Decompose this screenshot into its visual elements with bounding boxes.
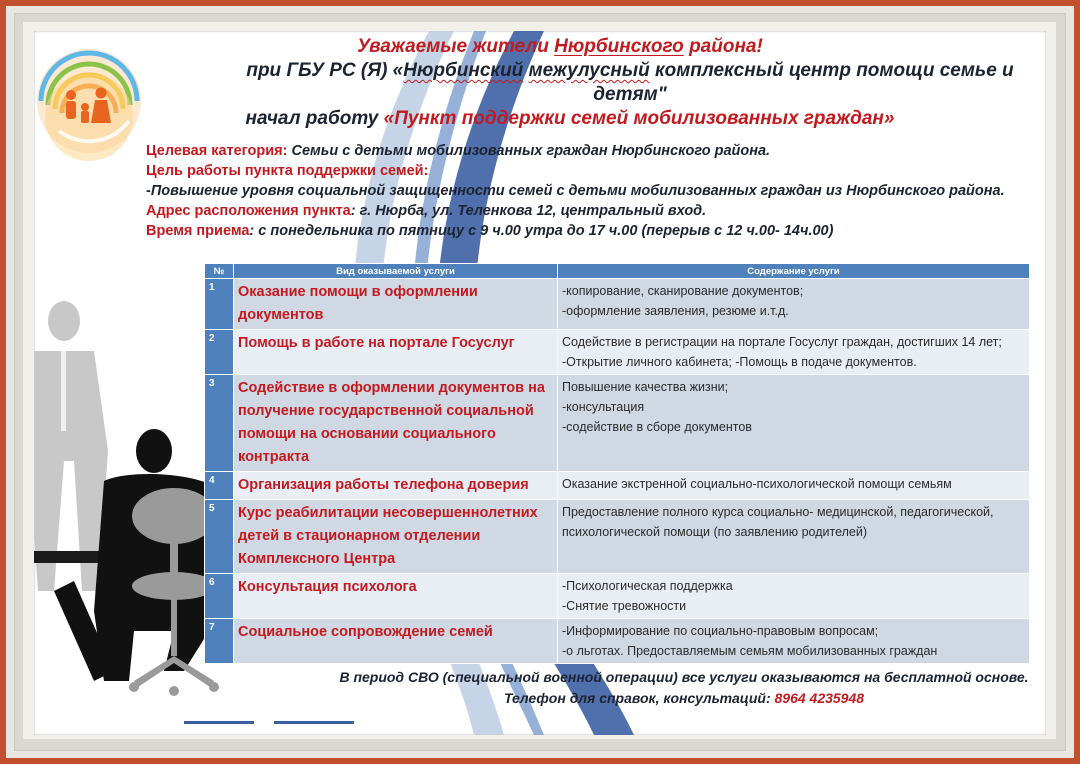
service-name: Оказание помощи в оформлении документов bbox=[234, 279, 558, 330]
bottom-line bbox=[184, 721, 254, 724]
table-row bbox=[205, 619, 1030, 664]
info-block bbox=[146, 141, 1036, 241]
table-row bbox=[205, 279, 1030, 330]
row-number: 1 bbox=[205, 279, 234, 330]
service-name: Содействие в оформлении документов на получение государственной социальной помощи на основании социального контракта bbox=[234, 375, 558, 472]
service-description: Предоставление полного курса социально- медицинской, педагогической, психологической помощи (по заявлению родителей) bbox=[558, 500, 1030, 574]
greeting-suffix: района! bbox=[683, 36, 763, 57]
service-name: Помощь в работе на портале Госуслуг bbox=[234, 330, 558, 375]
service-description: Оказание экстренной социально-психологической помощи семьям bbox=[558, 472, 1030, 500]
row-number: 6 bbox=[205, 574, 234, 619]
row-number: 7 bbox=[205, 619, 234, 664]
standing-man-silhouette bbox=[34, 301, 108, 591]
row-number: 4 bbox=[205, 472, 234, 500]
organization-line bbox=[214, 59, 1046, 107]
table-row bbox=[205, 375, 1030, 472]
announcement-line bbox=[94, 107, 1046, 131]
table-row bbox=[205, 574, 1030, 619]
service-description: Содействие в регистрации на портале Госуслуг граждан, достигших 14 лет; -Открытие личного кабинета; -Помощь в подаче документов. bbox=[558, 330, 1030, 375]
address bbox=[146, 201, 1036, 221]
service-description: -Информирование по социально-правовым вопросам; -о льготах. Предоставляемым семьям мобилизованных граждан bbox=[558, 619, 1030, 664]
service-name: Консультация психолога bbox=[234, 574, 558, 619]
table-header-row bbox=[205, 264, 1030, 279]
services-table bbox=[204, 263, 1030, 664]
bottom-line bbox=[274, 721, 354, 724]
phone-number: 8964 4235948 bbox=[774, 690, 865, 706]
col-header-content: Содержание услуги bbox=[558, 264, 1030, 279]
header bbox=[34, 35, 1046, 131]
org-name-part: Нюрбинский bbox=[403, 60, 524, 81]
goal-value-line bbox=[146, 181, 1036, 201]
poster-page bbox=[34, 31, 1046, 735]
hours-value: : с понедельника по пятницу с 9 ч.00 утра до 17 ч.00 (перерыв с 12 ч.00- 14ч.00) bbox=[249, 223, 834, 239]
announcement-text: начал работу bbox=[245, 108, 384, 129]
goal-value: -Повышение уровня социальной защищенности семей с детьми мобилизованных граждан из Нюрбинского района. bbox=[146, 183, 1005, 199]
support-point-name: «Пункт поддержки семей мобилизованных граждан» bbox=[383, 108, 895, 129]
goal-label: Цель работы пункта поддержки семей: bbox=[146, 163, 429, 179]
target-category bbox=[146, 141, 1036, 161]
footer-text: В период СВО (специальной военной операции) все услуги оказываются на бесплатной основе. Телефон для справок, консультаций: bbox=[339, 669, 1029, 706]
table-row bbox=[205, 330, 1030, 375]
greeting-title bbox=[74, 35, 1046, 59]
row-number: 3 bbox=[205, 375, 234, 472]
footer-note bbox=[334, 667, 1034, 709]
service-name: Курс реабилитации несовершеннолетних детей в стационарном отделении Комплексного Центра bbox=[234, 500, 558, 574]
greeting-place: Нюрбинского bbox=[554, 36, 684, 57]
org-prefix: при ГБУ РС (Я) « bbox=[246, 60, 404, 81]
row-number: 2 bbox=[205, 330, 234, 375]
service-description: -Психологическая поддержка -Снятие тревожности bbox=[558, 574, 1030, 619]
table-row bbox=[205, 500, 1030, 574]
org-name-part: межулусный bbox=[528, 60, 650, 81]
hours-label: Время приема bbox=[146, 223, 250, 239]
target-label: Целевая категория: bbox=[146, 143, 288, 159]
address-label: Адрес расположения пункта bbox=[146, 203, 351, 219]
col-header-number: № bbox=[205, 264, 234, 279]
org-suffix: комплексный центр помощи семье и детям" bbox=[593, 60, 1014, 105]
goal bbox=[146, 161, 1036, 181]
service-description: Повышение качества жизни; -консультация -содействие в сборе документов bbox=[558, 375, 1030, 472]
row-number: 5 bbox=[205, 500, 234, 574]
service-name: Организация работы телефона доверия bbox=[234, 472, 558, 500]
address-value: : г. Нюрба, ул. Теленкова 12, центральный вход. bbox=[350, 203, 707, 219]
service-name: Социальное сопровождение семей bbox=[234, 619, 558, 664]
hours bbox=[146, 221, 1036, 241]
target-value: Семьи с детьми мобилизованных граждан Нюрбинского района. bbox=[287, 143, 771, 159]
col-header-service: Вид оказываемой услуги bbox=[234, 264, 558, 279]
service-description: -копирование, сканирование документов; -оформление заявления, резюме и.т.д. bbox=[558, 279, 1030, 330]
table-row bbox=[205, 472, 1030, 500]
greeting-text: Уважаемые жители bbox=[357, 36, 555, 57]
